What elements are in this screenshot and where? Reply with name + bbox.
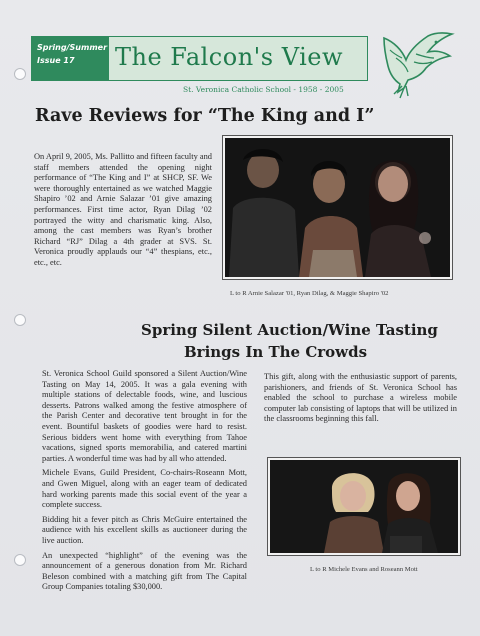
article2-headline-line2: Brings In The Crowds: [184, 343, 368, 361]
article2-paragraph: Michele Evans, Guild President, Co-chairs-Roseann Mott, and Gwen Miguel, along with an eager team of dedicated hard working parents made this social event of the year a complete success.: [42, 468, 247, 510]
article1-paragraph: On April 9, 2005, Ms. Pallitto and fifteen faculty and staff members attended the opening night performance of “The King and I” at SHCP, SF. We were thoroughly entertained as we watched Maggie Shapiro ’02 and Arnie Salazar ’01 give amazing performances. First time actor, Ryan Dilag ’02 portrayed the witty and charismatic king. Also, among the cast members was Ryan’s brother Richard “RJ” Dilag a 4th grader at SVS. St. Veronica proudly applauds our “4” thespians, etc., etc., etc.: [34, 152, 212, 267]
issue-label: Issue 17: [37, 56, 75, 65]
season-label: Spring/Summer: [37, 43, 108, 52]
newsletter-title: The Falcon's View: [115, 43, 344, 71]
article2-headline-line1: Spring Silent Auction/Wine Tasting: [141, 321, 438, 339]
article1-body: [34, 152, 212, 273]
article1-headline: Rave Reviews for “The King and I”: [35, 106, 375, 126]
guild-photo: [268, 458, 460, 555]
school-subtitle: St. Veronica Catholic School - 1958 - 2005: [183, 85, 344, 94]
article2-column2: [264, 372, 457, 429]
binder-hole: [14, 68, 26, 80]
article2-paragraph: An unexpected “highlight” of the evening was the announcement of a generous donation from Mr. Richard Beleson combined with a matching gift from The Capital Group Companies totaling $30,000.: [42, 550, 247, 592]
falcon-logo-icon: [376, 28, 458, 100]
issue-badge: [31, 36, 109, 81]
binder-hole: [14, 554, 26, 566]
guild-photo-caption: L to R Michele Evans and Roseann Mott: [310, 566, 418, 573]
masthead-band: [109, 36, 368, 81]
cast-photo: [223, 136, 452, 279]
article2-paragraph: Bidding hit a fever pitch as Chris McGuire entertained the audience with his excellent skills as auctioneer during the live auction.: [42, 514, 247, 545]
article2-column1: [42, 369, 247, 597]
article2-paragraph: St. Veronica School Guild sponsored a Silent Auction/Wine Tasting on May 14, 2005. It was a gala evening with multiple stations of delectable foods, wine, and luscious desserts. Patrons walked among the festive atmosphere of the Parish Center and decorative tent brought in for the event. Bountiful baskets of goodies were hard to resist. Serious bidders went home with everything from Tahoe vacations, signed sports memorabilia, and catered martini parties. A wonderful time was had by all who attended.: [42, 369, 247, 463]
cast-photo-caption: L to R Arnie Salazar '01, Ryan Dilag, & Maggie Shapiro '02: [230, 290, 389, 297]
binder-hole: [14, 314, 26, 326]
article2-paragraph: This gift, along with the enthusiastic support of parents, parishioners, and friends of St. Veronica School has enabled the school to purchase a wireless mobile computer lab consisting of laptops that will be utilized in the classrooms beginning this fall.: [264, 372, 457, 424]
